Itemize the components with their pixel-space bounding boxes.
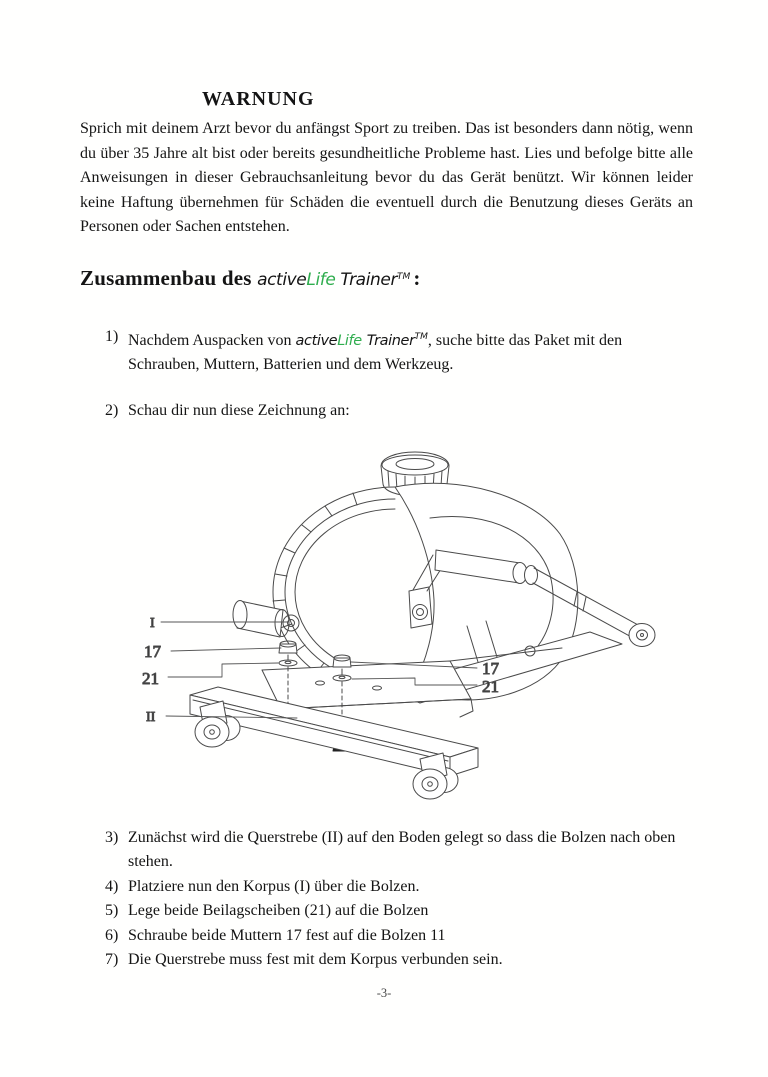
step-number: 3) xyxy=(105,829,119,846)
nut-washer-left xyxy=(279,641,297,666)
assembly-steps-3-7 xyxy=(105,826,694,972)
left-pedal xyxy=(233,601,299,638)
assembly-heading-colon: : xyxy=(413,266,421,290)
assembly-steps-1-2 xyxy=(105,325,693,423)
step-text: Zunächst wird die Querstrebe (II) auf den Boden gelegt so dass die Bolzen nach oben stehen. xyxy=(128,829,676,871)
step-number: 1) xyxy=(105,328,119,345)
assembly-step-5 xyxy=(105,899,694,923)
brand-life: Life xyxy=(306,270,336,290)
step-text: Schau dir nun diese Zeichnung an: xyxy=(128,401,350,419)
step-number: 7) xyxy=(105,951,119,969)
brand-logo-text xyxy=(296,333,428,349)
assembly-diagram xyxy=(130,440,670,825)
assembly-step-1 xyxy=(105,325,693,378)
label-washer-right: 21 xyxy=(482,677,499,696)
step-text: Schraube beide Muttern 17 fest auf die Bolzen 11 xyxy=(128,926,446,944)
assembly-step-6 xyxy=(105,924,694,948)
assembly-step-4 xyxy=(105,875,694,899)
page-number: -3- xyxy=(376,986,392,1000)
label-nut-left: 17 xyxy=(144,642,161,661)
step-number: 5) xyxy=(105,902,119,920)
step-text: Platziere nun den Korpus (I) über die Bolzen. xyxy=(128,877,420,895)
brand-logo-text xyxy=(257,270,410,290)
step-number: 6) xyxy=(105,926,119,944)
assembly-heading xyxy=(80,266,421,291)
assembly-step-7 xyxy=(105,948,694,972)
step-text: Lege beide Beilagscheiben (21) auf die Bolzen xyxy=(128,902,429,920)
brand-active: active xyxy=(257,270,307,290)
label-querstrebe: II xyxy=(146,710,156,725)
label-korpus: I xyxy=(150,616,155,631)
brand-active: active xyxy=(295,333,338,349)
step-text: Nachdem Auspacken von activeLife Trainer™, suche bitte das Paket mit den Schrauben, Muttern, Batterien und dem Werkzeug. xyxy=(128,332,623,374)
assembly-step-2 xyxy=(105,399,693,423)
step-text: Die Querstrebe muss fest mit dem Korpus verbunden sein. xyxy=(128,951,503,969)
brand-tm-superscript: TM xyxy=(414,332,428,342)
label-nut-right: 17 xyxy=(482,659,499,678)
brand-tm-superscript: TM xyxy=(397,272,411,282)
warning-title: WARNUNG xyxy=(202,88,315,110)
assembly-heading-prefix: Zusammenbau des xyxy=(80,266,252,290)
brand-life: Life xyxy=(337,333,362,349)
step-number: 2) xyxy=(105,401,119,419)
brand-trainer: Trainer xyxy=(366,333,415,349)
brand-trainer: Trainer xyxy=(340,270,398,290)
label-washer-left: 21 xyxy=(142,669,159,688)
warning-paragraph: Sprich mit deinem Arzt bevor du anfängst Sport zu treiben. Das ist besonders dann nötig, wenn du über 35 Jahre alt bist oder bereits gesundheitliche Probleme hast. Lies und befolge bitte alle Anweisungen in dieser Gebrauchsanleitung bevor du das Gerät benützt. Wir können leider keine Haftung übernehmen für Schäden die eventuell durch die Benutzung dieses Geräts an Personen oder Sachen entstehen. xyxy=(80,120,693,236)
assembly-step-3 xyxy=(105,826,694,875)
step-number: 4) xyxy=(105,877,119,895)
